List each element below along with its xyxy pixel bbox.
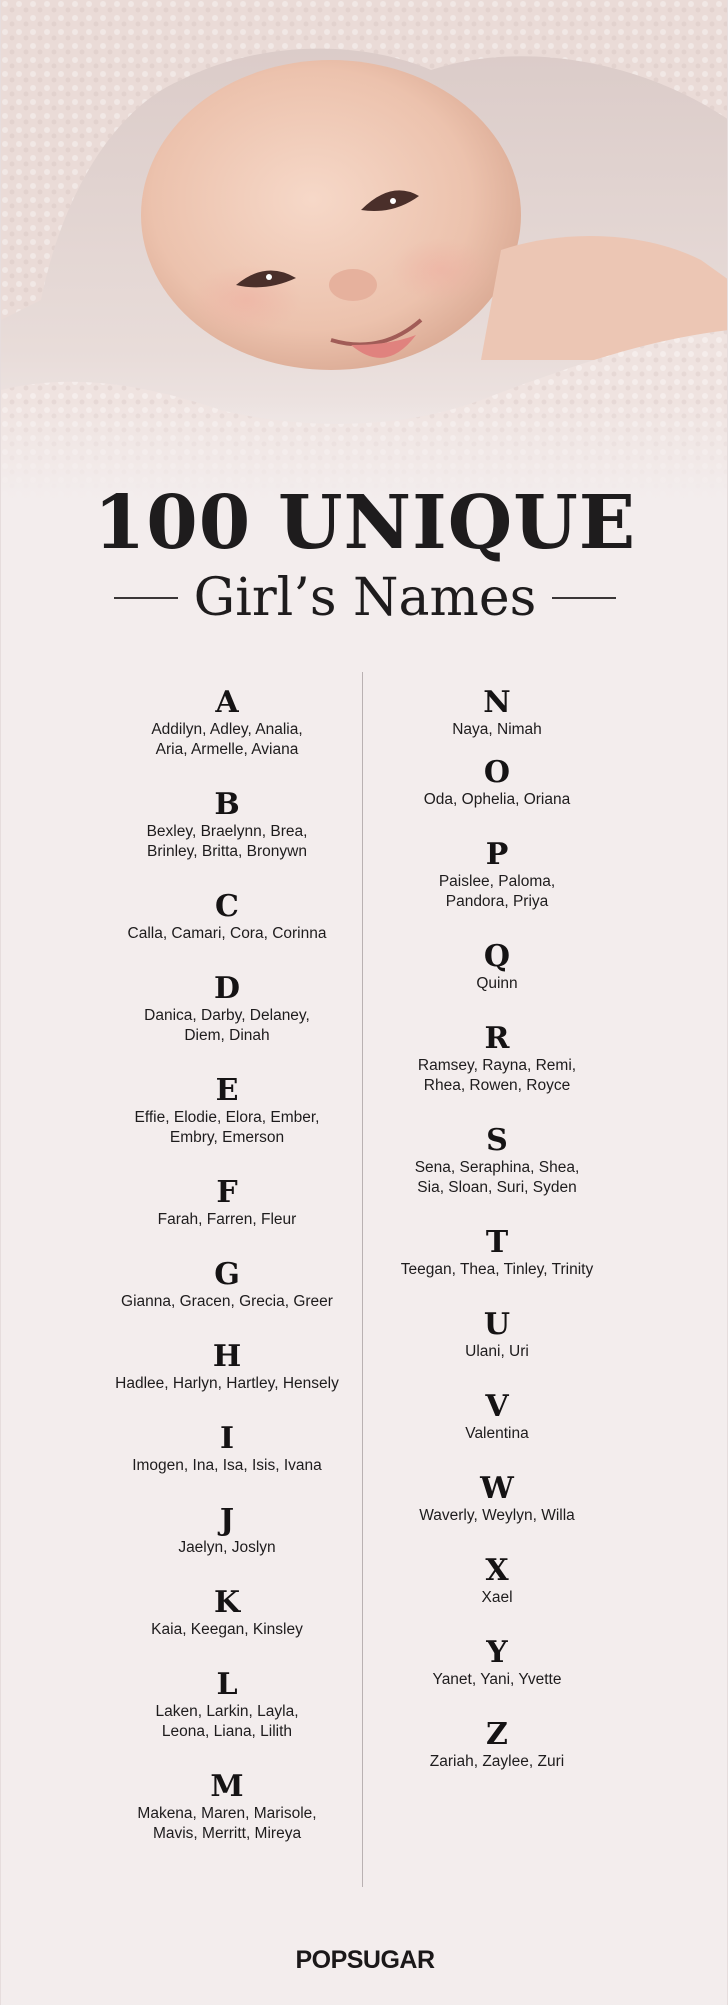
letter-heading: M bbox=[210, 1769, 244, 1804]
names-line: Sena, Seraphina, Shea, bbox=[414, 1159, 580, 1176]
letter-group-u bbox=[347, 1307, 647, 1362]
names-line: Ramsey, Rayna, Remi, bbox=[417, 1057, 577, 1074]
letter-group-p bbox=[347, 837, 647, 912]
names-line: Imogen, Ina, Isa, Isis, Ivana bbox=[132, 1457, 322, 1474]
letter-heading: W bbox=[480, 1471, 514, 1506]
letter-group-c bbox=[77, 889, 377, 944]
names-line: Sia, Sloan, Suri, Syden bbox=[417, 1179, 577, 1196]
page-subtitle: Girl’s Names bbox=[193, 568, 537, 628]
letter-group-g bbox=[77, 1257, 377, 1312]
names-line: Gianna, Gracen, Grecia, Greer bbox=[121, 1293, 333, 1310]
letter-heading: C bbox=[215, 889, 239, 924]
names-line: Xael bbox=[481, 1589, 513, 1606]
names-line: Danica, Darby, Delaney, bbox=[144, 1007, 310, 1024]
names-line: Diem, Dinah bbox=[184, 1027, 270, 1044]
names-line: Rhea, Rowen, Royce bbox=[423, 1077, 571, 1094]
names-line: Addilyn, Adley, Analia, bbox=[151, 721, 303, 738]
letter-heading: V bbox=[485, 1389, 509, 1424]
letter-heading: K bbox=[213, 1585, 241, 1620]
letter-heading: Y bbox=[486, 1635, 508, 1670]
letter-group-e bbox=[77, 1073, 377, 1148]
letter-heading: L bbox=[216, 1667, 238, 1702]
names-line: Effie, Elodie, Elora, Ember, bbox=[134, 1109, 320, 1126]
letter-group-b bbox=[77, 787, 377, 862]
letter-group-q bbox=[347, 939, 647, 994]
letter-group-l bbox=[77, 1667, 377, 1742]
letter-group-v bbox=[347, 1389, 647, 1444]
letter-heading: O bbox=[483, 755, 511, 790]
hero-photo bbox=[1, 0, 728, 500]
letter-heading: Q bbox=[483, 939, 511, 974]
names-line: Jaelyn, Joslyn bbox=[178, 1539, 276, 1556]
letter-heading: T bbox=[485, 1225, 509, 1260]
letter-heading: S bbox=[486, 1123, 508, 1158]
popsugar-logo: POPSUGAR bbox=[295, 1946, 435, 1974]
names-line: Leona, Liana, Lilith bbox=[161, 1723, 293, 1740]
letter-group-w bbox=[347, 1471, 647, 1526]
letter-group-x bbox=[347, 1553, 647, 1608]
letter-group-k bbox=[77, 1585, 377, 1640]
names-line: Laken, Larkin, Layla, bbox=[155, 1703, 299, 1720]
names-line: Waverly, Weylyn, Willa bbox=[419, 1507, 575, 1524]
names-line: Brinley, Britta, Bronywn bbox=[147, 843, 307, 860]
subtitle-right-rule bbox=[552, 597, 616, 599]
letter-heading: B bbox=[214, 787, 240, 822]
baby-in-towel-illustration bbox=[1, 0, 728, 500]
subtitle-left-rule bbox=[114, 597, 178, 599]
letter-heading: N bbox=[483, 685, 511, 720]
names-line: Yanet, Yani, Yvette bbox=[432, 1671, 562, 1688]
names-line: Quinn bbox=[476, 975, 518, 992]
letter-heading: R bbox=[484, 1021, 510, 1056]
names-line: Naya, Nimah bbox=[452, 721, 542, 738]
letter-heading: J bbox=[219, 1503, 235, 1538]
names-line: Makena, Maren, Marisole, bbox=[137, 1805, 317, 1822]
letter-heading: X bbox=[485, 1553, 509, 1588]
names-line: Hadlee, Harlyn, Hartley, Hensely bbox=[115, 1375, 339, 1392]
letter-group-a bbox=[77, 685, 377, 760]
names-line: Oda, Ophelia, Oriana bbox=[423, 791, 571, 808]
names-line: Farah, Farren, Fleur bbox=[157, 1211, 297, 1228]
names-line: Pandora, Priya bbox=[445, 893, 549, 910]
names-line: Embry, Emerson bbox=[169, 1129, 285, 1146]
letter-group-z bbox=[347, 1717, 647, 1772]
page-title: 100 UNIQUE bbox=[93, 480, 637, 566]
letter-heading: E bbox=[215, 1073, 239, 1108]
letter-group-s bbox=[347, 1123, 647, 1198]
subtitle-row bbox=[1, 566, 728, 630]
letter-heading: U bbox=[483, 1307, 511, 1342]
letter-group-o bbox=[347, 755, 647, 810]
letter-heading: I bbox=[219, 1421, 235, 1456]
letter-heading: H bbox=[212, 1339, 242, 1374]
letter-group-d bbox=[77, 971, 377, 1046]
letter-group-m bbox=[77, 1769, 377, 1844]
names-line: Teegan, Thea, Tinley, Trinity bbox=[400, 1261, 594, 1278]
letter-group-h bbox=[77, 1339, 377, 1394]
letter-group-r bbox=[347, 1021, 647, 1096]
letter-heading: P bbox=[485, 837, 509, 872]
letter-group-y bbox=[347, 1635, 647, 1690]
names-line: Ulani, Uri bbox=[465, 1343, 529, 1360]
names-line: Calla, Camari, Cora, Corinna bbox=[127, 925, 327, 942]
names-line: Zariah, Zaylee, Zuri bbox=[429, 1753, 565, 1770]
letter-group-t bbox=[347, 1225, 647, 1280]
names-line: Kaia, Keegan, Kinsley bbox=[151, 1621, 303, 1638]
names-line: Aria, Armelle, Aviana bbox=[155, 741, 299, 758]
letter-group-n bbox=[347, 685, 647, 740]
letter-heading: G bbox=[214, 1257, 240, 1292]
letter-group-i bbox=[77, 1421, 377, 1476]
names-line: Valentina bbox=[465, 1425, 529, 1442]
letter-group-j bbox=[77, 1503, 377, 1558]
letter-heading: D bbox=[213, 971, 240, 1006]
letter-group-f bbox=[77, 1175, 377, 1230]
names-line: Mavis, Merritt, Mireya bbox=[152, 1825, 302, 1842]
letter-heading: F bbox=[216, 1175, 238, 1210]
letter-heading: A bbox=[215, 685, 239, 720]
letter-heading: Z bbox=[486, 1717, 508, 1752]
names-line: Bexley, Braelynn, Brea, bbox=[146, 823, 308, 840]
names-line: Paislee, Paloma, bbox=[438, 873, 556, 890]
